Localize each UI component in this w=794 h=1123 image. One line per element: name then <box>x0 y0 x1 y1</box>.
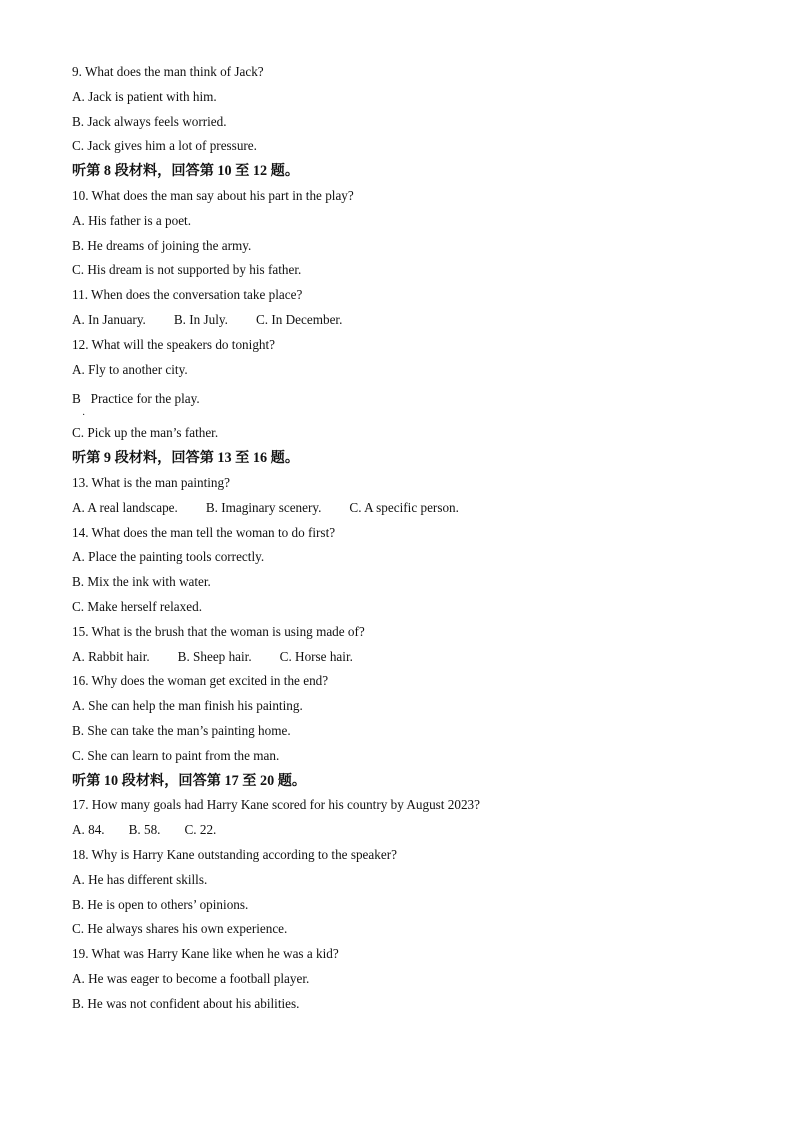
option-12c: C. Pick up the man’s father. <box>72 425 219 441</box>
options-11 <box>72 308 732 333</box>
section-heading-10: 听第 10 段材料，回答第 17 至 20 题。 <box>72 772 307 789</box>
question-15: 15. What is the brush that the woman is using made of? <box>72 623 365 639</box>
option-19a: A. He was eager to become a football player. <box>72 970 310 986</box>
option-18a: A. He has different skills. <box>72 871 208 887</box>
option-11a: A. In January. <box>72 311 146 327</box>
section-heading-8: 听第 8 段材料，回答第 10 至 12 题。 <box>72 163 300 180</box>
question-17: 17. How many goals had Harry Kane scored for his country by August 2023? <box>72 797 480 813</box>
option-18b: B. He is open to others’ opinions. <box>72 896 249 912</box>
option-10b: B. He dreams of joining the army. <box>72 237 252 253</box>
options-17 <box>72 818 732 843</box>
option-15b: B. Sheep hair. <box>177 648 252 664</box>
option-13a: A. A real landscape. <box>72 499 178 515</box>
options-13 <box>72 496 732 521</box>
option-17c: C. 22. <box>184 822 217 838</box>
option-14c: C. Make herself relaxed. <box>72 598 202 614</box>
option-17b: B. 58. <box>128 822 161 838</box>
question-11: 11. When does the conversation take place? <box>72 287 303 303</box>
option-14a: A. Place the painting tools correctly. <box>72 549 265 565</box>
option-16c: C. She can learn to paint from the man. <box>72 747 280 763</box>
option-11c: C. In December. <box>255 311 343 327</box>
question-9: 9. What does the man think of Jack? <box>72 64 264 79</box>
question-13: 13. What is the man painting? <box>72 474 230 490</box>
option-9b: B. Jack always feels worried. <box>72 113 227 129</box>
option-15c: C. Horse hair. <box>279 648 353 664</box>
question-19: 19. What was Harry Kane like when he was a kid? <box>72 946 339 962</box>
question-18: 18. Why is Harry Kane outstanding according to the speaker? <box>72 846 397 862</box>
stray-dot: · <box>82 410 86 422</box>
option-10c: C. His dream is not supported by his father. <box>72 262 302 278</box>
option-18c: C. He always shares his own experience. <box>72 921 288 937</box>
option-9a: A. Jack is patient with him. <box>72 88 217 104</box>
option-16a: A. She can help the man finish his painting. <box>72 698 303 714</box>
option-17a: A. 84. <box>72 822 105 838</box>
option-19b: B. He was not confident about his abilities. <box>72 995 300 1011</box>
option-16b: B. She can take the man’s painting home. <box>72 722 291 738</box>
option-10a: A. His father is a poet. <box>72 212 192 228</box>
options-15 <box>72 645 732 670</box>
question-10: 10. What does the man say about his part in the play? <box>72 187 354 203</box>
option-15a: A. Rabbit hair. <box>72 648 150 664</box>
question-12: 12. What will the speakers do tonight? <box>72 336 276 352</box>
section-heading-9: 听第 9 段材料，回答第 13 至 16 题。 <box>72 450 300 467</box>
option-14b: B. Mix the ink with water. <box>72 574 211 590</box>
question-14: 14. What does the man tell the woman to do first? <box>72 524 336 540</box>
option-13c: C. A specific person. <box>349 499 459 515</box>
option-12b: B Practice for the play. <box>72 391 200 407</box>
option-12a: A. Fly to another city. <box>72 361 188 377</box>
document-body <box>72 60 732 1016</box>
option-12b-row <box>72 382 732 421</box>
option-13b: B. Imaginary scenery. <box>205 499 322 515</box>
option-9c: C. Jack gives him a lot of pressure. <box>72 138 257 154</box>
option-11b: B. In July. <box>173 311 228 327</box>
question-16: 16. Why does the woman get excited in the end? <box>72 673 329 689</box>
